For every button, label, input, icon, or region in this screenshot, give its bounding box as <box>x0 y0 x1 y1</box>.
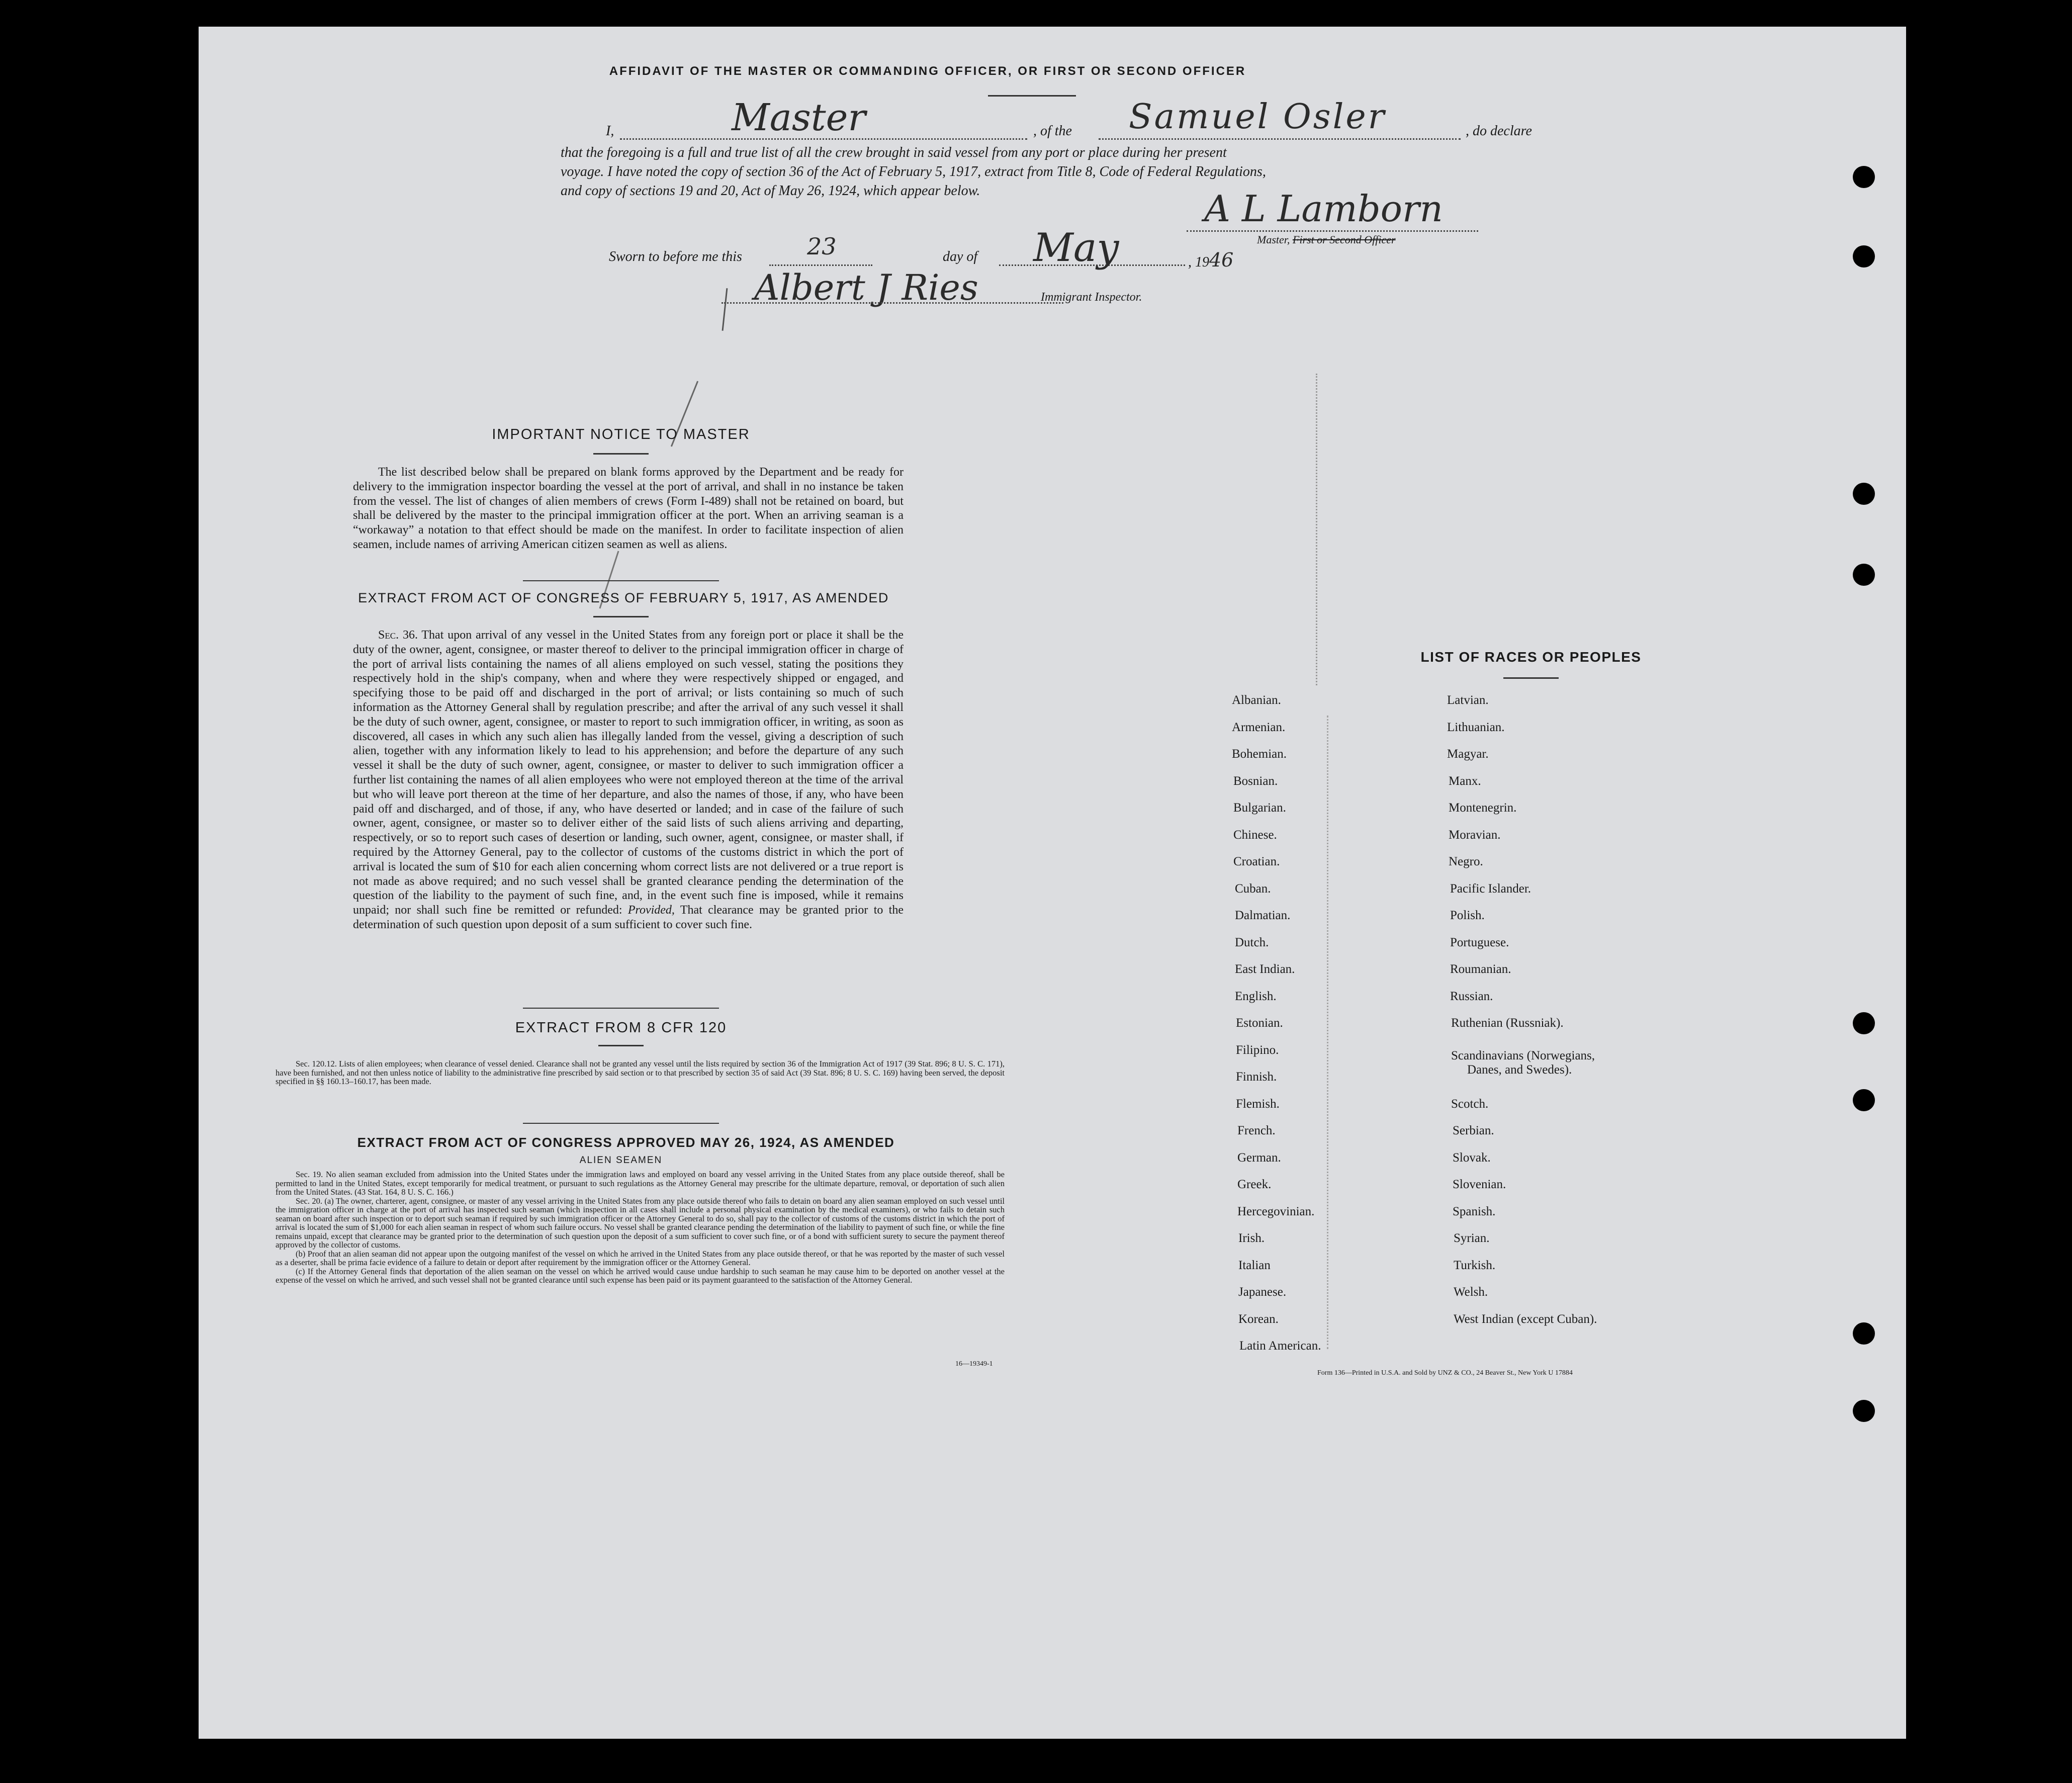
punch-hole <box>1853 1322 1875 1345</box>
affidavit-title: AFFIDAVIT OF THE MASTER OR COMMANDING OFFICER, OR FIRST OR SECOND OFFICER <box>609 64 1246 78</box>
pen-stroke <box>722 288 728 331</box>
race-item: Cuban. <box>1235 882 1271 896</box>
race-item: French. <box>1237 1124 1276 1137</box>
race-item: Slovenian. <box>1453 1178 1506 1191</box>
signature-line <box>1187 230 1478 232</box>
divider <box>523 1123 719 1124</box>
punch-hole <box>1853 166 1875 188</box>
declaration-line: and copy of sections 19 and 20, Act of May 26, 1924, which appear below. <box>561 183 980 199</box>
race-item: Russian. <box>1450 990 1493 1003</box>
divider <box>1503 677 1559 679</box>
i-label: I, <box>606 123 614 139</box>
race-item: Latvian. <box>1447 693 1489 707</box>
act-1917-text <box>353 628 904 932</box>
divider <box>593 453 649 455</box>
divider <box>988 95 1076 97</box>
race-item: Bosnian. <box>1233 774 1278 788</box>
race-item: Latin American. <box>1239 1339 1321 1353</box>
punch-hole <box>1853 1012 1875 1034</box>
race-item: English. <box>1235 990 1277 1003</box>
race-item: Greek. <box>1237 1178 1272 1191</box>
race-item-continuation: Danes, and Swedes). <box>1467 1063 1572 1077</box>
divider <box>523 580 719 581</box>
master-label: Master, <box>1257 233 1290 246</box>
cfr-text: Sec. 120.12. Lists of alien employees; when clearance of vessel denied. Clearance shall not be granted any vessel until the lists required by section 36 of the Immigration Act of 1917 (39 Stat. 896; 8 U. S. C. 171), have been furnished, and not then unless notice of liability to the administrative fine prescribed by said section or to that prescribed by section 35 of said Act (39 Stat. 896; 8 U. S. C. 169) having been served, the deposit specified in §§ 160.13–160.17, has been made. <box>276 1059 1005 1086</box>
filled-officer: Master <box>732 96 866 139</box>
filled-vessel: Samuel Osler <box>1129 97 1387 137</box>
race-item: Albanian. <box>1232 693 1281 707</box>
day-line <box>769 264 872 266</box>
race-item: Estonian. <box>1236 1016 1283 1030</box>
race-item: Slovak. <box>1453 1151 1491 1165</box>
race-item: Ruthenian (Russniak). <box>1451 1016 1564 1030</box>
race-item: Bulgarian. <box>1233 801 1286 815</box>
race-item: Manx. <box>1449 774 1481 788</box>
sec-36-text-end: That clearance may be granted prior to the determination of such question upon deposit of a sum sufficient to cover such fine. <box>353 904 904 931</box>
sworn-day: 23 <box>807 233 837 260</box>
race-item: Portuguese. <box>1450 936 1509 949</box>
race-item: East Indian. <box>1235 962 1295 976</box>
race-item: Lithuanian. <box>1447 721 1505 734</box>
sec-36-label: Sec. 36. <box>378 629 418 642</box>
printer-footer: Form 136—Printed in U.S.A. and Sold by UNZ & CO., 24 Beaver St., New York U 17884 <box>1317 1369 1573 1377</box>
race-item: Chinese. <box>1233 828 1277 842</box>
race-item: Moravian. <box>1449 828 1501 842</box>
punch-hole <box>1853 1089 1875 1111</box>
race-item: Negro. <box>1449 855 1483 868</box>
sec-36-text: That upon arrival of any vessel in the United States from any foreign port or place it shall be the duty of the owner, agent, consignee, or master thereof to deliver to the principal immigration officer in charge of the port of arrival lists containing the names of all aliens employed on such vessel, stating the positions they respectively hold in the ship's company, when and where they were respectively shipped or engaged, and specifying those to be paid off and discharged in the port of arrival; or lists containing so much of such information as the Attorney General shall by regulation prescribe; and after the arrival of any such vessel it shall be the duty of such owner, agent, consignee, or master to report to such immigration officer, in writing, as soon as discovered, all cases in which any such alien has illegally landed from the vessel, giving a description of such alien, together with any information likely to lead to his apprehension; and before the departure of any such vessel it shall be the duty of such owner, agent, consignee, or master to deliver to such immigration officer a further list containing the names of all alien employees who were not employed thereon at the time of the arrival but who will leave port thereon at the time of her departure, and also the names of those, if any, who have been paid off and discharged, and of those, if any, who have deserted or landed; and in case of the failure of such owner, agent, consignee, or master so to deliver either of the said lists of such aliens arriving and departing, respectively, or so to report such cases of desertion or landing, such owner, agent, consignee, or master shall, if required by the Attorney General, pay to the collector of customs of the customs district in which the port of arrival is located the sum of $10 for each alien concerning whom correct lists are not delivered or a true report is not made as above required; and no such vessel shall be granted clearance pending the determination of the question of the liability to the payment of such fine, and, in the event such fine is imposed, while it remains unpaid; nor shall such fine be remitted or refunded: <box>353 629 904 917</box>
stray-marks <box>1327 716 1330 1349</box>
race-item: Magyar. <box>1447 747 1489 761</box>
document-page <box>199 27 1906 1739</box>
inspector-line <box>722 302 1063 304</box>
sworn-month: May <box>1033 225 1119 271</box>
year-suffix: 46 <box>1209 249 1234 271</box>
year-prefix: , 19 <box>1188 254 1209 270</box>
race-item: Japanese. <box>1238 1285 1287 1299</box>
race-item: Korean. <box>1238 1312 1279 1326</box>
race-item: Scandinavians (Norwegians, <box>1451 1049 1595 1062</box>
day-of-label: day of <box>943 249 978 264</box>
sec-20b-text: (b) Proof that an alien seaman did not appear upon the outgoing manifest of the vessel on which he arrived in the United States from any place outside thereof, or that he was reported by the master of such vessel as a deserter, shall be prima facie evidence of a failure to detain or deport after requirement by the immigration officer or the Attorney General. <box>276 1249 1005 1267</box>
declaration-line: voyage. I have noted the copy of section 36 of the Act of February 5, 1917, extract from Title 8, Code of Federal Regulations, <box>561 164 1266 180</box>
race-item: Italian <box>1238 1259 1271 1272</box>
provided-word: Provided, <box>627 904 675 917</box>
divider <box>523 1008 719 1009</box>
race-item: Croatian. <box>1233 855 1280 868</box>
race-item: Dutch. <box>1235 936 1269 949</box>
race-item: Bohemian. <box>1232 747 1287 761</box>
divider <box>593 616 649 617</box>
race-item: Hercegovinian. <box>1237 1205 1315 1218</box>
race-item: Irish. <box>1238 1231 1265 1245</box>
punch-hole <box>1853 245 1875 268</box>
cfr-title: EXTRACT FROM 8 CFR 120 <box>515 1020 727 1036</box>
act-1924-text <box>276 1170 1005 1285</box>
act-1924-title: EXTRACT FROM ACT OF CONGRESS APPROVED MAY 26, 1924, AS AMENDED <box>357 1135 895 1150</box>
race-item: West Indian (except Cuban). <box>1454 1312 1597 1326</box>
race-item: Armenian. <box>1232 721 1286 734</box>
race-item: Scotch. <box>1451 1097 1489 1111</box>
act-1924-subtitle: ALIEN SEAMEN <box>579 1155 663 1166</box>
sec-20c-text: (c) If the Attorney General finds that deportation of the alien seaman on the vessel on which he arrived would cause undue hardship to such seaman he may cause him to be deported on another vessel at the expense of the vessel on which he arrived, and such vessel shall not be granted clearance until such expense has been paid or its payment guaranteed to the satisfaction of the Attorney General. <box>276 1266 1005 1285</box>
year-label <box>1188 249 1233 271</box>
struck-officer-label: First or Second Officer <box>1292 233 1396 246</box>
punch-hole <box>1853 483 1875 505</box>
race-item: Filipino. <box>1236 1043 1279 1057</box>
race-item: Syrian. <box>1454 1231 1490 1245</box>
sworn-label: Sworn to before me this <box>609 249 742 264</box>
races-title: LIST OF RACES OR PEOPLES <box>1420 649 1642 665</box>
race-item: German. <box>1237 1151 1281 1165</box>
race-item: Dalmatian. <box>1235 909 1291 922</box>
declaration-line: that the foregoing is a full and true list of all the crew brought in said vessel from any port or place during her present <box>561 145 1227 160</box>
of-the-label: , of the <box>1033 123 1072 139</box>
inspector-signature: Albert J Ries <box>754 267 978 308</box>
form-code: 16—19349-1 <box>955 1360 993 1368</box>
stray-marks <box>1316 374 1319 685</box>
inspector-caption: Immigrant Inspector. <box>1041 291 1142 304</box>
punch-hole <box>1853 1400 1875 1422</box>
do-declare: , do declare <box>1466 123 1532 139</box>
master-caption <box>1257 233 1396 246</box>
sec-20a-text: Sec. 20. (a) The owner, charterer, agent, consignee, or master of any vessel arriving in the United States from any place outside thereof who fails to detain on board any alien seaman employed on such vessel until the immigration officer in charge at the port of arrival has inspected such seaman (which inspection in all cases shall include a personal physical examination by the medical examiners), or who fails to detain such seaman on board after such inspection or to deport such seaman if required by such immigration officer or the Attorney General to do so, shall pay to the collector of customs of the customs district in which the port of arrival is located the sum of $1,000 for each alien seaman in respect of whom such failure occurs. No vessel shall be granted clearance pending the determination of the liability to payment of such fine, or while the fine remains unpaid, except that clearance may be granted prior to the determination of such question upon the deposit of a sum sufficient to cover such fine, or of a bond with sufficient surety to secure the payment thereof approved by the collector of customs. <box>276 1196 1005 1250</box>
race-item: Spanish. <box>1453 1205 1496 1218</box>
race-item: Welsh. <box>1454 1285 1488 1299</box>
master-signature: A L Lamborn <box>1204 188 1443 230</box>
race-item: Roumanian. <box>1450 962 1511 976</box>
race-item: Montenegrin. <box>1449 801 1517 815</box>
act-1917-title: EXTRACT FROM ACT OF CONGRESS OF FEBRUARY 5, 1917, AS AMENDED <box>358 590 889 605</box>
race-item: Flemish. <box>1236 1097 1280 1111</box>
race-item: Turkish. <box>1454 1259 1496 1272</box>
race-item: Pacific Islander. <box>1450 882 1532 896</box>
notice-text: The list described below shall be prepared on blank forms approved by the Department and be ready for delivery to the immigration inspector boarding the vessel at the port of arrival, and shall in no instance be taken from the vessel. The list of changes of alien members of crews (Form I-489) shall not be retained on board, but shall be delivered by the master to the principal immigration officer at the port. When an arriving seaman is a “workaway” a notation to that effect should be made on the manifest. In order to facilitate inspection of alien seamen, include names of arriving American citizen seamen as well as aliens. <box>353 466 904 551</box>
race-item: Polish. <box>1450 909 1485 922</box>
race-item: Finnish. <box>1236 1070 1277 1084</box>
vessel-line <box>1099 138 1461 140</box>
sec-19-text: Sec. 19. No alien seaman excluded from admission into the United States under the immigration laws and employed on board any vessel arriving in the United States from any place outside thereof, shall be permitted to land in the United States, except temporarily for medical treatment, or pursuant to such regulations as the Attorney General may prescribe for the ultimate departure, removal, or deportation of such alien from the United States. (43 Stat. 164, 8 U. S. C. 166.) <box>276 1170 1005 1197</box>
notice-title: IMPORTANT NOTICE TO MASTER <box>492 426 750 442</box>
punch-hole <box>1853 564 1875 586</box>
divider <box>598 1045 644 1046</box>
race-item: Serbian. <box>1453 1124 1494 1137</box>
